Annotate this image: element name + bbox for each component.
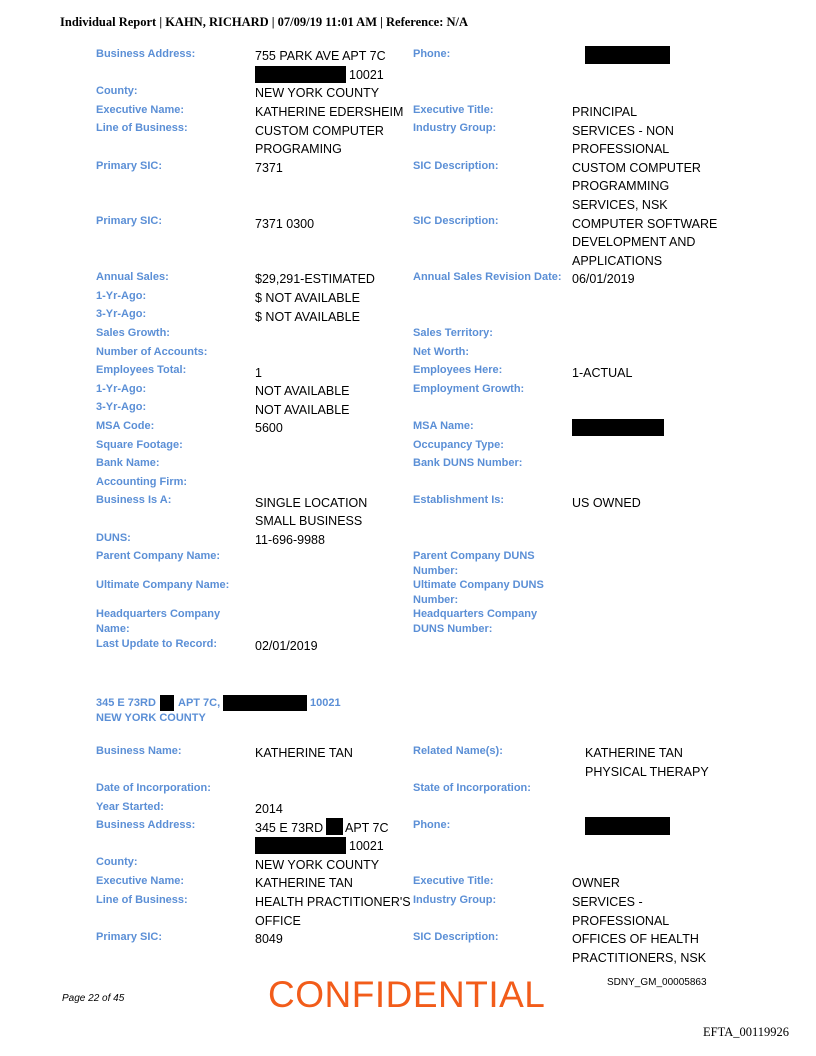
executive-name-label: Executive Name: (96, 104, 185, 116)
county-label: County: (96, 856, 138, 868)
business-is-a-value: SINGLE LOCATION (255, 496, 368, 510)
parent-duns-label: Parent Company DUNS (413, 550, 535, 562)
duns-label: DUNS: (96, 532, 131, 544)
business-address-zip: 10021 (349, 839, 384, 853)
business-address-label: Business Address: (96, 819, 196, 831)
msa-code-label: MSA Code: (96, 420, 155, 432)
date-of-incorporation-label: Date of Incorporation: (96, 782, 211, 794)
redaction-box (585, 46, 670, 64)
primary-sic-value: 8049 (255, 932, 283, 946)
ultimate-company-label: Ultimate Company Name: (96, 579, 230, 591)
employees-here-label: Employees Here: (413, 364, 503, 376)
parent-duns-label: Number: (413, 565, 459, 577)
efta-number: EFTA_00119926 (703, 1025, 790, 1039)
confidential-stamp: CONFIDENTIAL (268, 974, 546, 1015)
sic-description-value: SERVICES, NSK (572, 198, 668, 212)
occupancy-type-label: Occupancy Type: (413, 439, 504, 451)
sic-description-value: CUSTOM COMPUTER (572, 161, 701, 175)
record-address-zip: 10021 (310, 697, 341, 709)
redaction-box (160, 695, 174, 711)
industry-group-value: PROFESSIONAL (572, 142, 670, 156)
primary-sic-label: Primary SIC: (96, 160, 163, 172)
hq-company-label: Headquarters Company (96, 608, 221, 620)
year-started-label: Year Started: (96, 801, 164, 813)
related-name-value: KATHERINE TAN (585, 746, 683, 760)
annual-sales-revision-value: 06/01/2019 (572, 272, 635, 286)
line-of-business-value: OFFICE (255, 914, 301, 928)
primary-sic-value: 7371 (255, 161, 283, 175)
bank-duns-label: Bank DUNS Number: (413, 457, 523, 469)
redaction-box (572, 419, 664, 436)
ultimate-duns-label: Ultimate Company DUNS (413, 579, 544, 591)
phone-label: Phone: (413, 48, 451, 60)
primary-sic-label: Primary SIC: (96, 931, 163, 943)
business-address-line1: 755 PARK AVE APT 7C (255, 49, 386, 63)
redaction-box (585, 817, 670, 835)
business-address-zip: 10021 (349, 68, 384, 82)
county-label: County: (96, 85, 138, 97)
emp-one-yr-ago-label: 1-Yr-Ago: (96, 383, 147, 395)
executive-title-label: Executive Title: (413, 104, 494, 116)
phone-label: Phone: (413, 819, 451, 831)
sic-description-value: COMPUTER SOFTWARE (572, 217, 718, 231)
redaction-box (223, 695, 307, 711)
sic-description-value: OFFICES OF HEALTH (572, 932, 699, 946)
county-value: NEW YORK COUNTY (255, 86, 380, 100)
annual-sales-revision-label: Annual Sales Revision Date: (413, 271, 562, 283)
line-of-business-label: Line of Business: (96, 894, 188, 906)
primary-sic-value: 7371 0300 (255, 217, 315, 231)
line-of-business-label: Line of Business: (96, 122, 188, 134)
report-header: Individual Report | KAHN, RICHARD | 07/09/19 11:01 AM | Reference: N/A (60, 15, 469, 29)
business-is-a-value: SMALL BUSINESS (255, 514, 363, 528)
industry-group-value: SERVICES - NON (572, 124, 674, 138)
number-of-accounts-label: Number of Accounts: (96, 346, 208, 358)
business-name-label: Business Name: (96, 745, 182, 757)
sic-description-value: PROGRAMMING (572, 179, 670, 193)
page-number: Page 22 of 45 (62, 993, 125, 1004)
ultimate-duns-label: Number: (413, 594, 459, 606)
accounting-firm-label: Accounting Firm: (96, 476, 188, 488)
county-value: NEW YORK COUNTY (255, 858, 380, 872)
record-address-heading: 345 E 73RD (96, 697, 156, 709)
one-yr-ago-label: 1-Yr-Ago: (96, 290, 147, 302)
establishment-is-value: US OWNED (572, 496, 641, 510)
primary-sic-label: Primary SIC: (96, 215, 163, 227)
redaction-box (326, 818, 343, 835)
sic-description-label: SIC Description: (413, 931, 499, 943)
employment-growth-label: Employment Growth: (413, 383, 525, 395)
executive-name-label: Executive Name: (96, 875, 185, 887)
business-address-label: Business Address: (96, 48, 196, 60)
business-address-value: APT 7C (345, 821, 389, 835)
executive-title-label: Executive Title: (413, 875, 494, 887)
executive-title-value: PRINCIPAL (572, 105, 638, 119)
industry-group-label: Industry Group: (413, 894, 497, 906)
emp-three-yr-ago-value: NOT AVAILABLE (255, 403, 350, 417)
net-worth-label: Net Worth: (413, 346, 470, 358)
hq-duns-label: Headquarters Company (413, 608, 538, 620)
duns-value: 11-696-9988 (255, 533, 325, 547)
redaction-box (255, 837, 346, 854)
executive-title-value: OWNER (572, 876, 620, 890)
related-name-value: PHYSICAL THERAPY (585, 765, 709, 779)
sic-description-value: APPLICATIONS (572, 254, 663, 268)
industry-group-value: PROFESSIONAL (572, 914, 670, 928)
hq-duns-label: DUNS Number: (413, 623, 493, 635)
redaction-box (255, 66, 346, 83)
executive-name-value: KATHERINE EDERSHEIM (255, 105, 404, 119)
hq-company-label: Name: (96, 623, 130, 635)
business-address-value: 345 E 73RD (255, 821, 324, 835)
record-address-county: NEW YORK COUNTY (96, 712, 206, 724)
msa-code-value: 5600 (255, 421, 283, 435)
last-update-label: Last Update to Record: (96, 638, 218, 650)
sic-description-label: SIC Description: (413, 215, 499, 227)
annual-sales-label: Annual Sales: (96, 271, 169, 283)
industry-group-value: SERVICES - (572, 895, 643, 909)
business-name-value: KATHERINE TAN (255, 746, 353, 760)
industry-group-label: Industry Group: (413, 122, 497, 134)
three-yr-ago-label: 3-Yr-Ago: (96, 308, 147, 320)
employees-total-value: 1 (255, 366, 262, 380)
square-footage-label: Square Footage: (96, 439, 183, 451)
employees-here-value: 1-ACTUAL (572, 366, 633, 380)
sic-description-value: DEVELOPMENT AND (572, 235, 696, 249)
sic-description-label: SIC Description: (413, 160, 499, 172)
state-of-incorporation-label: State of Incorporation: (413, 782, 531, 794)
annual-sales-value: $29,291-ESTIMATED (255, 272, 375, 286)
business-is-a-label: Business Is A: (96, 494, 172, 506)
three-yr-ago-value: $ NOT AVAILABLE (255, 310, 360, 324)
emp-one-yr-ago-value: NOT AVAILABLE (255, 384, 350, 398)
bank-name-label: Bank Name: (96, 457, 160, 469)
emp-three-yr-ago-label: 3-Yr-Ago: (96, 401, 147, 413)
executive-name-value: KATHERINE TAN (255, 876, 353, 890)
line-of-business-value: CUSTOM COMPUTER (255, 124, 384, 138)
one-yr-ago-value: $ NOT AVAILABLE (255, 291, 360, 305)
line-of-business-value: HEALTH PRACTITIONER'S (255, 895, 411, 909)
record-address-heading: APT 7C, (178, 697, 221, 709)
bates-number: SDNY_GM_00005863 (607, 977, 707, 988)
msa-name-label: MSA Name: (413, 420, 474, 432)
sales-territory-label: Sales Territory: (413, 327, 493, 339)
establishment-is-label: Establishment Is: (413, 494, 505, 506)
line-of-business-value: PROGRAMING (255, 142, 342, 156)
employees-total-label: Employees Total: (96, 364, 187, 376)
sales-growth-label: Sales Growth: (96, 327, 170, 339)
parent-company-label: Parent Company Name: (96, 550, 221, 562)
year-started-value: 2014 (255, 802, 283, 816)
related-names-label: Related Name(s): (413, 745, 503, 757)
sic-description-value: PRACTITIONERS, NSK (572, 951, 707, 965)
last-update-value: 02/01/2019 (255, 639, 318, 653)
